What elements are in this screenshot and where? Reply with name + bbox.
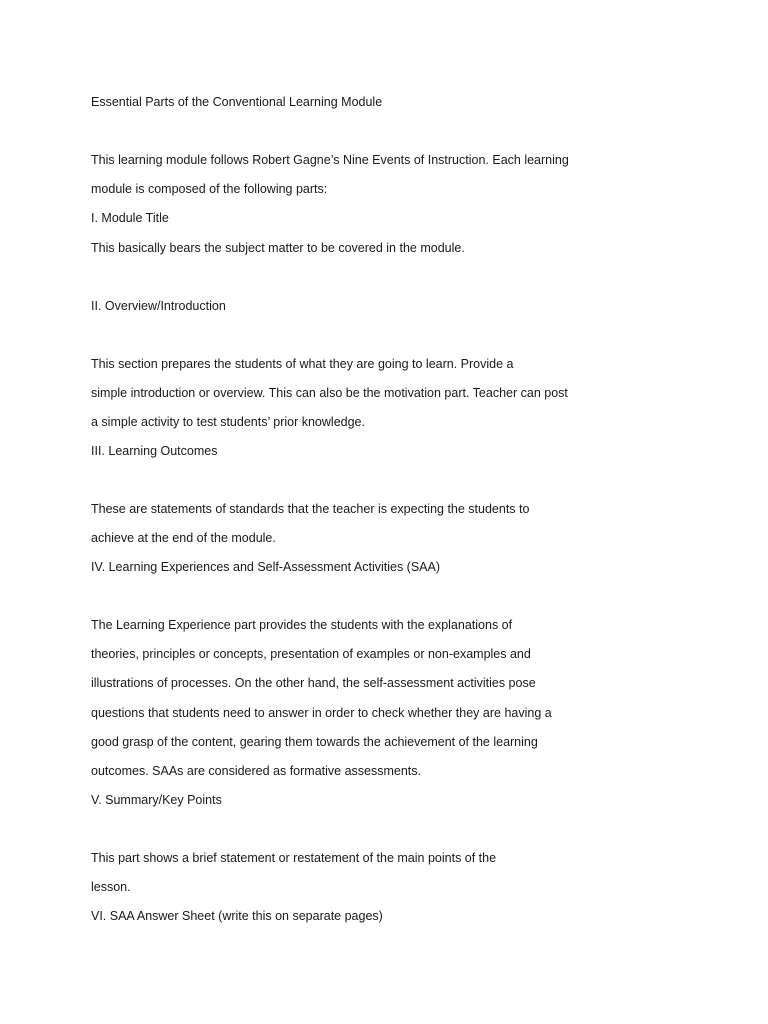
intro-line-1: This learning module follows Robert Gagne’s Nine Events of Instruction. Each learning [91, 153, 569, 167]
section-heading-summary: V. Summary/Key Points [91, 793, 222, 807]
section-heading-learning-outcomes: III. Learning Outcomes [91, 444, 218, 458]
section-heading-overview: II. Overview/Introduction [91, 299, 226, 313]
section-body-overview-line-3: a simple activity to test students’ prior knowledge. [91, 415, 365, 429]
document-title: Essential Parts of the Conventional Learning Module [91, 95, 383, 109]
section-body-module-title-line-1: This basically bears the subject matter to be covered in the module. [91, 241, 465, 255]
section-body-learning-outcomes-line-2: achieve at the end of the module. [91, 531, 276, 545]
section-body-learning-experiences-line-2: theories, principles or concepts, presentation of examples or non-examples and [91, 647, 531, 661]
section-body-learning-outcomes-line-1: These are statements of standards that the teacher is expecting the students to [91, 502, 530, 516]
section-body-learning-experiences-line-1: The Learning Experience part provides the students with the explanations of [91, 618, 513, 632]
intro-line-2: module is composed of the following parts: [91, 182, 328, 196]
section-heading-saa-answer-sheet: VI. SAA Answer Sheet (write this on separate pages) [91, 909, 383, 923]
section-heading-learning-experiences: IV. Learning Experiences and Self-Assessment Activities (SAA) [91, 560, 441, 574]
section-body-overview-line-2: simple introduction or overview. This can also be the motivation part. Teacher can post [91, 386, 568, 400]
section-body-learning-experiences-line-6: outcomes. SAAs are considered as formative assessments. [91, 764, 422, 778]
section-body-learning-experiences-line-5: good grasp of the content, gearing them towards the achievement of the learning [91, 735, 538, 749]
section-heading-module-title: I. Module Title [91, 211, 169, 225]
section-body-summary-line-2: lesson. [91, 880, 131, 894]
section-body-overview-line-1: This section prepares the students of what they are going to learn. Provide a [91, 357, 514, 371]
section-body-summary-line-1: This part shows a brief statement or restatement of the main points of the [91, 851, 497, 865]
section-body-learning-experiences-line-4: questions that students need to answer in order to check whether they are having a [91, 706, 552, 720]
section-body-learning-experiences-line-3: illustrations of processes. On the other hand, the self-assessment activities pose [91, 676, 536, 690]
